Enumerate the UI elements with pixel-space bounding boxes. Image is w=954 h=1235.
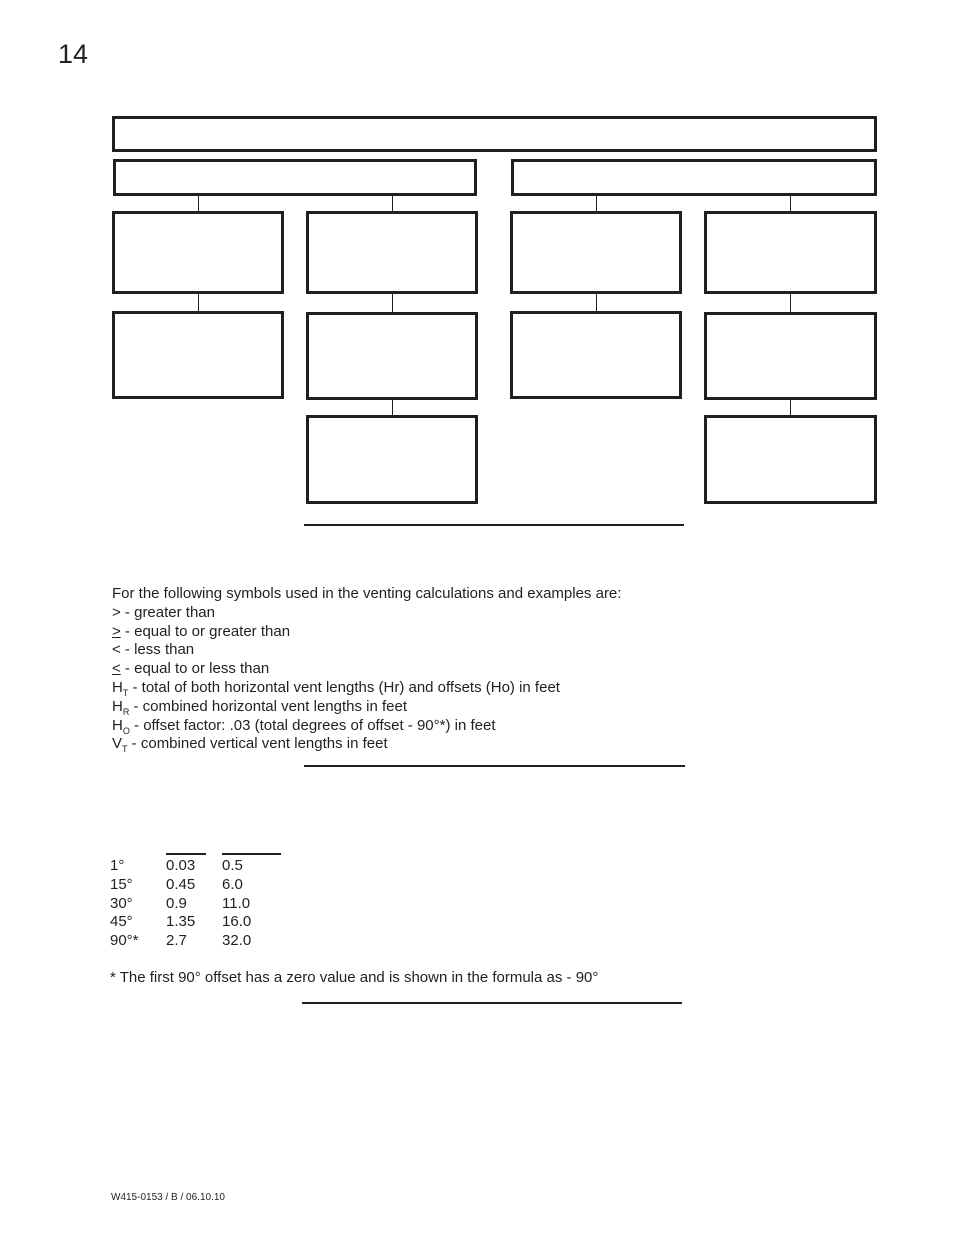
symbol-description: - offset factor: .03 (total degrees of offset - 90°*) in feet bbox=[129, 716, 496, 734]
flowchart-connector bbox=[198, 294, 199, 312]
flowchart-box-col3-row1 bbox=[510, 211, 682, 294]
flowchart-connector bbox=[790, 294, 791, 312]
flowchart-box-col4-row1 bbox=[704, 211, 877, 294]
flowchart-box-col1-row2 bbox=[112, 311, 284, 399]
offset-degrees-cell: 90°* bbox=[110, 932, 139, 950]
symbol-description: - total of both horizontal vent lengths (Hr) and offsets (Ho) in feet bbox=[128, 678, 560, 696]
symbol-glyph: V bbox=[112, 735, 123, 753]
symbol-description: - combined horizontal vent lengths in feet bbox=[129, 697, 408, 715]
table-header-rule bbox=[166, 853, 206, 855]
flowchart-connector bbox=[392, 400, 393, 416]
offset-value-cell: 16.0 bbox=[222, 913, 252, 931]
flowchart-box-col3-row2 bbox=[510, 311, 682, 399]
offset-factor-cell: 2.7 bbox=[166, 932, 187, 950]
symbol-description: - combined vertical vent lengths in feet bbox=[127, 735, 388, 753]
symbol-glyph: > bbox=[112, 622, 121, 640]
symbol-description: - greater than bbox=[120, 603, 215, 621]
offset-degrees-cell: 30° bbox=[110, 894, 133, 912]
flowchart-box-col1-row1 bbox=[112, 211, 284, 294]
symbol-item bbox=[112, 604, 621, 623]
flowchart-connector bbox=[392, 294, 393, 312]
symbol-glyph: > bbox=[112, 603, 121, 621]
symbols-intro: For the following symbols used in the venting calculations and examples are: bbox=[112, 585, 622, 602]
symbol-subscript: O bbox=[122, 725, 130, 736]
offset-degrees-cell: 45° bbox=[110, 913, 133, 931]
flowchart-box-col2-row3 bbox=[306, 415, 478, 504]
symbols-list bbox=[112, 604, 621, 754]
section-divider bbox=[304, 524, 684, 526]
symbol-item bbox=[112, 660, 621, 679]
symbol-description: - equal to or less than bbox=[120, 660, 270, 678]
flowchart-connector bbox=[596, 294, 597, 312]
offset-factor-cell: 0.03 bbox=[166, 857, 196, 874]
symbol-item bbox=[112, 623, 621, 642]
symbol-glyph: H bbox=[112, 678, 123, 696]
symbol-description: - equal to or greater than bbox=[120, 622, 291, 640]
flowchart-box-col4-row2 bbox=[704, 312, 877, 400]
offset-degrees-cell: 1° bbox=[110, 857, 125, 874]
offset-table-footnote: * The first 90° offset has a zero value and is shown in the formula as - 90° bbox=[110, 969, 599, 986]
symbol-item bbox=[112, 641, 621, 660]
document-code: W415-0153 / B / 06.10.10 bbox=[111, 1192, 225, 1203]
offset-value-cell: 11.0 bbox=[222, 894, 251, 912]
flowchart-connector bbox=[790, 400, 791, 416]
offset-factor-cell: 1.35 bbox=[166, 913, 196, 931]
flowchart-box-col2-row2 bbox=[306, 312, 478, 400]
symbols-legend bbox=[112, 585, 621, 754]
offset-factor-cell: 0.45 bbox=[166, 875, 196, 893]
flowchart-connector bbox=[198, 196, 199, 212]
symbol-glyph: < bbox=[112, 641, 121, 659]
flowchart-connector bbox=[790, 196, 791, 212]
page-number: 14 bbox=[58, 39, 89, 69]
offset-degrees-cell: 15° bbox=[110, 875, 133, 893]
symbol-subscript: T bbox=[122, 744, 128, 755]
symbol-subscript: T bbox=[122, 687, 129, 698]
symbol-item bbox=[112, 698, 621, 717]
offset-value-cell: 0.5 bbox=[222, 857, 243, 874]
flowchart-left-header-box bbox=[113, 159, 477, 196]
symbol-glyph: < bbox=[112, 660, 121, 678]
flowchart-box-col4-row3 bbox=[704, 415, 877, 504]
offset-value-cell: 32.0 bbox=[222, 932, 252, 950]
offset-value-cell: 6.0 bbox=[222, 875, 243, 893]
symbol-glyph: H bbox=[112, 697, 123, 715]
flowchart-connector bbox=[596, 196, 597, 212]
symbol-description: - less than bbox=[120, 641, 195, 659]
offset-factor-cell: 0.9 bbox=[166, 894, 187, 912]
table-header-rule bbox=[222, 853, 281, 855]
flowchart-box-col2-row1 bbox=[306, 211, 478, 294]
symbol-glyph: H bbox=[112, 716, 123, 734]
flowchart-top-box bbox=[112, 116, 877, 152]
symbol-subscript: R bbox=[122, 706, 130, 717]
symbol-item bbox=[112, 679, 621, 698]
flowchart-connector bbox=[392, 196, 393, 212]
symbol-item bbox=[112, 717, 621, 736]
flowchart-right-header-box bbox=[511, 159, 877, 196]
section-divider bbox=[304, 765, 685, 767]
symbol-item bbox=[112, 735, 621, 754]
section-divider bbox=[302, 1002, 682, 1004]
